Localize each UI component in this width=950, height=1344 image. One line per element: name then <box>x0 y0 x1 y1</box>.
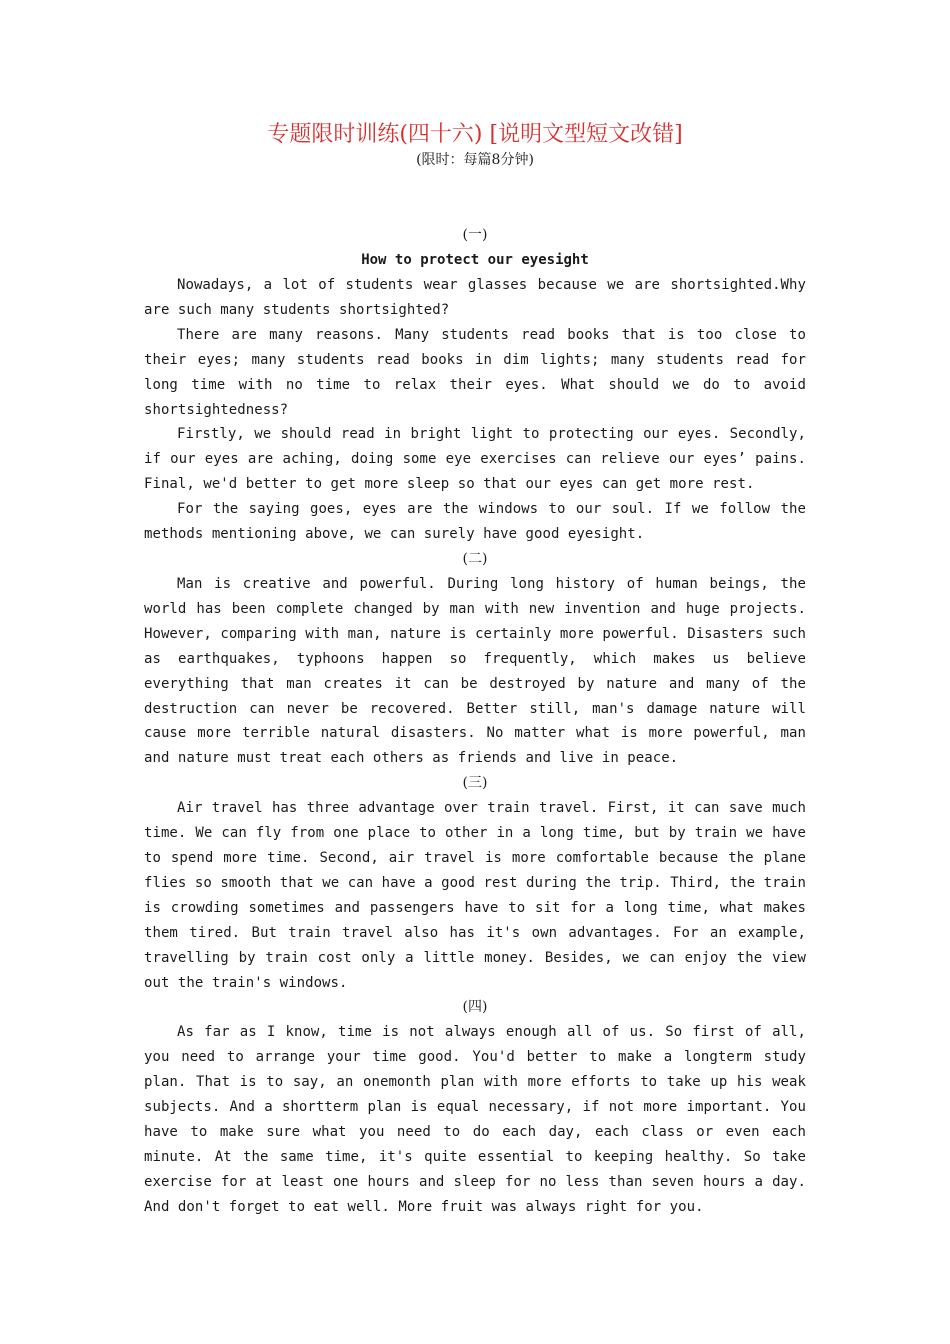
paragraph: Firstly, we should read in bright light to protecting our eyes. Secondly, if our eyes are aching, doing some eye exercises can relieve our eyes’ pains. Final, we'd better to get more sleep so that our eyes can get more rest. <box>144 426 806 493</box>
page-title: 专题限时训练(四十六) [说明文型短文改错] <box>267 122 683 147</box>
paragraph: Man is creative and powerful. During long history of human beings, the world has been complete changed by man with new invention and huge projects. However, comparing with man, nature is certainly more powerful. Disasters such as earthquakes, typhoons happen so frequently, which makes us believe everything that man creates it can be destroyed by nature and many of the destruction can never be recovered. Better still, man's damage nature will cause more terrible natural disasters. No matter what is more powerful, man and nature must treat each others as friends and live in peace. <box>144 575 806 767</box>
section-2 <box>144 547 806 771</box>
section-number: (一) <box>462 227 488 243</box>
time-limit-subtitle: (限时：每篇8分钟) <box>416 152 534 168</box>
paragraph: Nowadays, a lot of students wear glasses because we are shortsighted.Why are such many students shortsighted? <box>144 277 806 318</box>
paragraph: As far as I know, time is not always enough all of us. So first of all, you need to arrange your time good. You'd better to make a longterm study plan. That is to say, an onemonth plan with more efforts to take up his weak subjects. And a shortterm plan is equal necessary, if not more important. You have to make sure what you need to do each day, each class or even each minute. At the same time, it's quite essential to keeping healthy. So take exercise for at least one hours and sleep for no less than seven hours a day. And don't forget to eat well. More fruit was always right for you. <box>144 1024 806 1215</box>
section-number: (四) <box>462 999 488 1016</box>
paragraph: Air travel has three advantage over train travel. First, it can save much time. We can fly from one place to other in a long time, but by train we have to spend more time. Second, air travel is more comfortable because the plane flies so smooth that we can have a good rest during the trip. Third, the train is crowding sometimes and passengers have to sit for a long time, what makes them tired. But train travel also has it's own advantages. For an example, travelling by train cost only a little money. Besides, we can enjoy the view out the train's windows. <box>144 800 806 991</box>
section-number: (三) <box>462 775 488 792</box>
section-3 <box>144 771 806 995</box>
exercise-content <box>144 223 806 1220</box>
paragraph: For the saying goes, eyes are the windows to our soul. If we follow the methods mentioning above, we can surely have good eyesight. <box>144 501 806 543</box>
paragraph: There are many reasons. Many students read books that is too close to their eyes; many students read books in dim lights; many students read for long time with no time to relax their eyes. What should we do to avoid shortsightedness? <box>144 326 806 418</box>
section-1 <box>144 223 806 547</box>
section-number: (二) <box>462 550 488 567</box>
section-heading: How to protect our eyesight <box>361 252 589 268</box>
section-4 <box>144 995 806 1219</box>
